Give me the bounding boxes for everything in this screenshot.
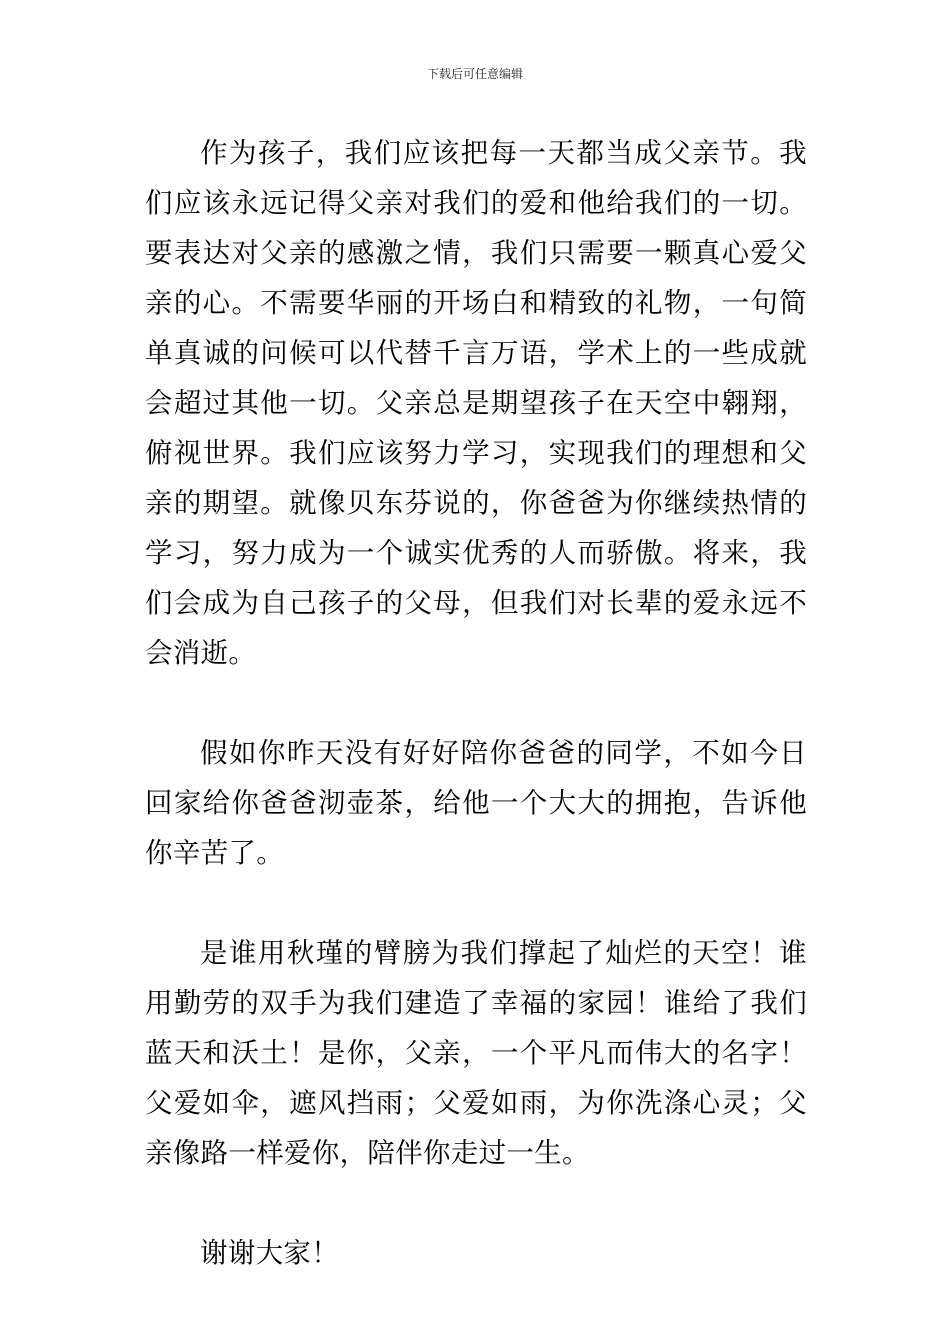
- paragraph-1: 作为孩子，我们应该把每一天都当成父亲节。我们应该永远记得父亲对我们的爱和他给我们的一切。要表达对父亲的感激之情，我们只需要一颗真心爱父亲的心。不需要华丽的开场白和精致的礼物，一句简单真诚的问候可以代替千言万语，学术上的一些成就会超过其他一切。父亲总是期望孩子在天空中翱翔，俯视世界。我们应该努力学习，实现我们的理想和父亲的期望。就像贝东芬说的，你爸爸为你继续热情的学习，努力成为一个诚实优秀的人而骄傲。将来，我们会成为自己孩子的父母，但我们对长辈的爱永远不会消逝。: [145, 137, 807, 669]
- paragraph-4-closing: 谢谢大家！: [200, 1237, 339, 1269]
- page-header-note: 下载后可任意编辑: [426, 67, 523, 81]
- document-body: [145, 128, 807, 1278]
- paragraph-3: 是谁用秋瑾的臂膀为我们撑起了灿烂的天空！谁用勤劳的双手为我们建造了幸福的家园！谁给了我们蓝天和沃土！是你，父亲，一个平凡而伟大的名字！父爱如伞，遮风挡雨；父爱如雨，为你洗涤心灵；父亲像路一样爱你，陪伴你走过一生。: [145, 937, 807, 1169]
- paragraph-2: 假如你昨天没有好好陪你爸爸的同学，不如今日回家给你爸爸沏壶茶，给他一个大大的拥抱，告诉他你辛苦了。: [145, 737, 807, 869]
